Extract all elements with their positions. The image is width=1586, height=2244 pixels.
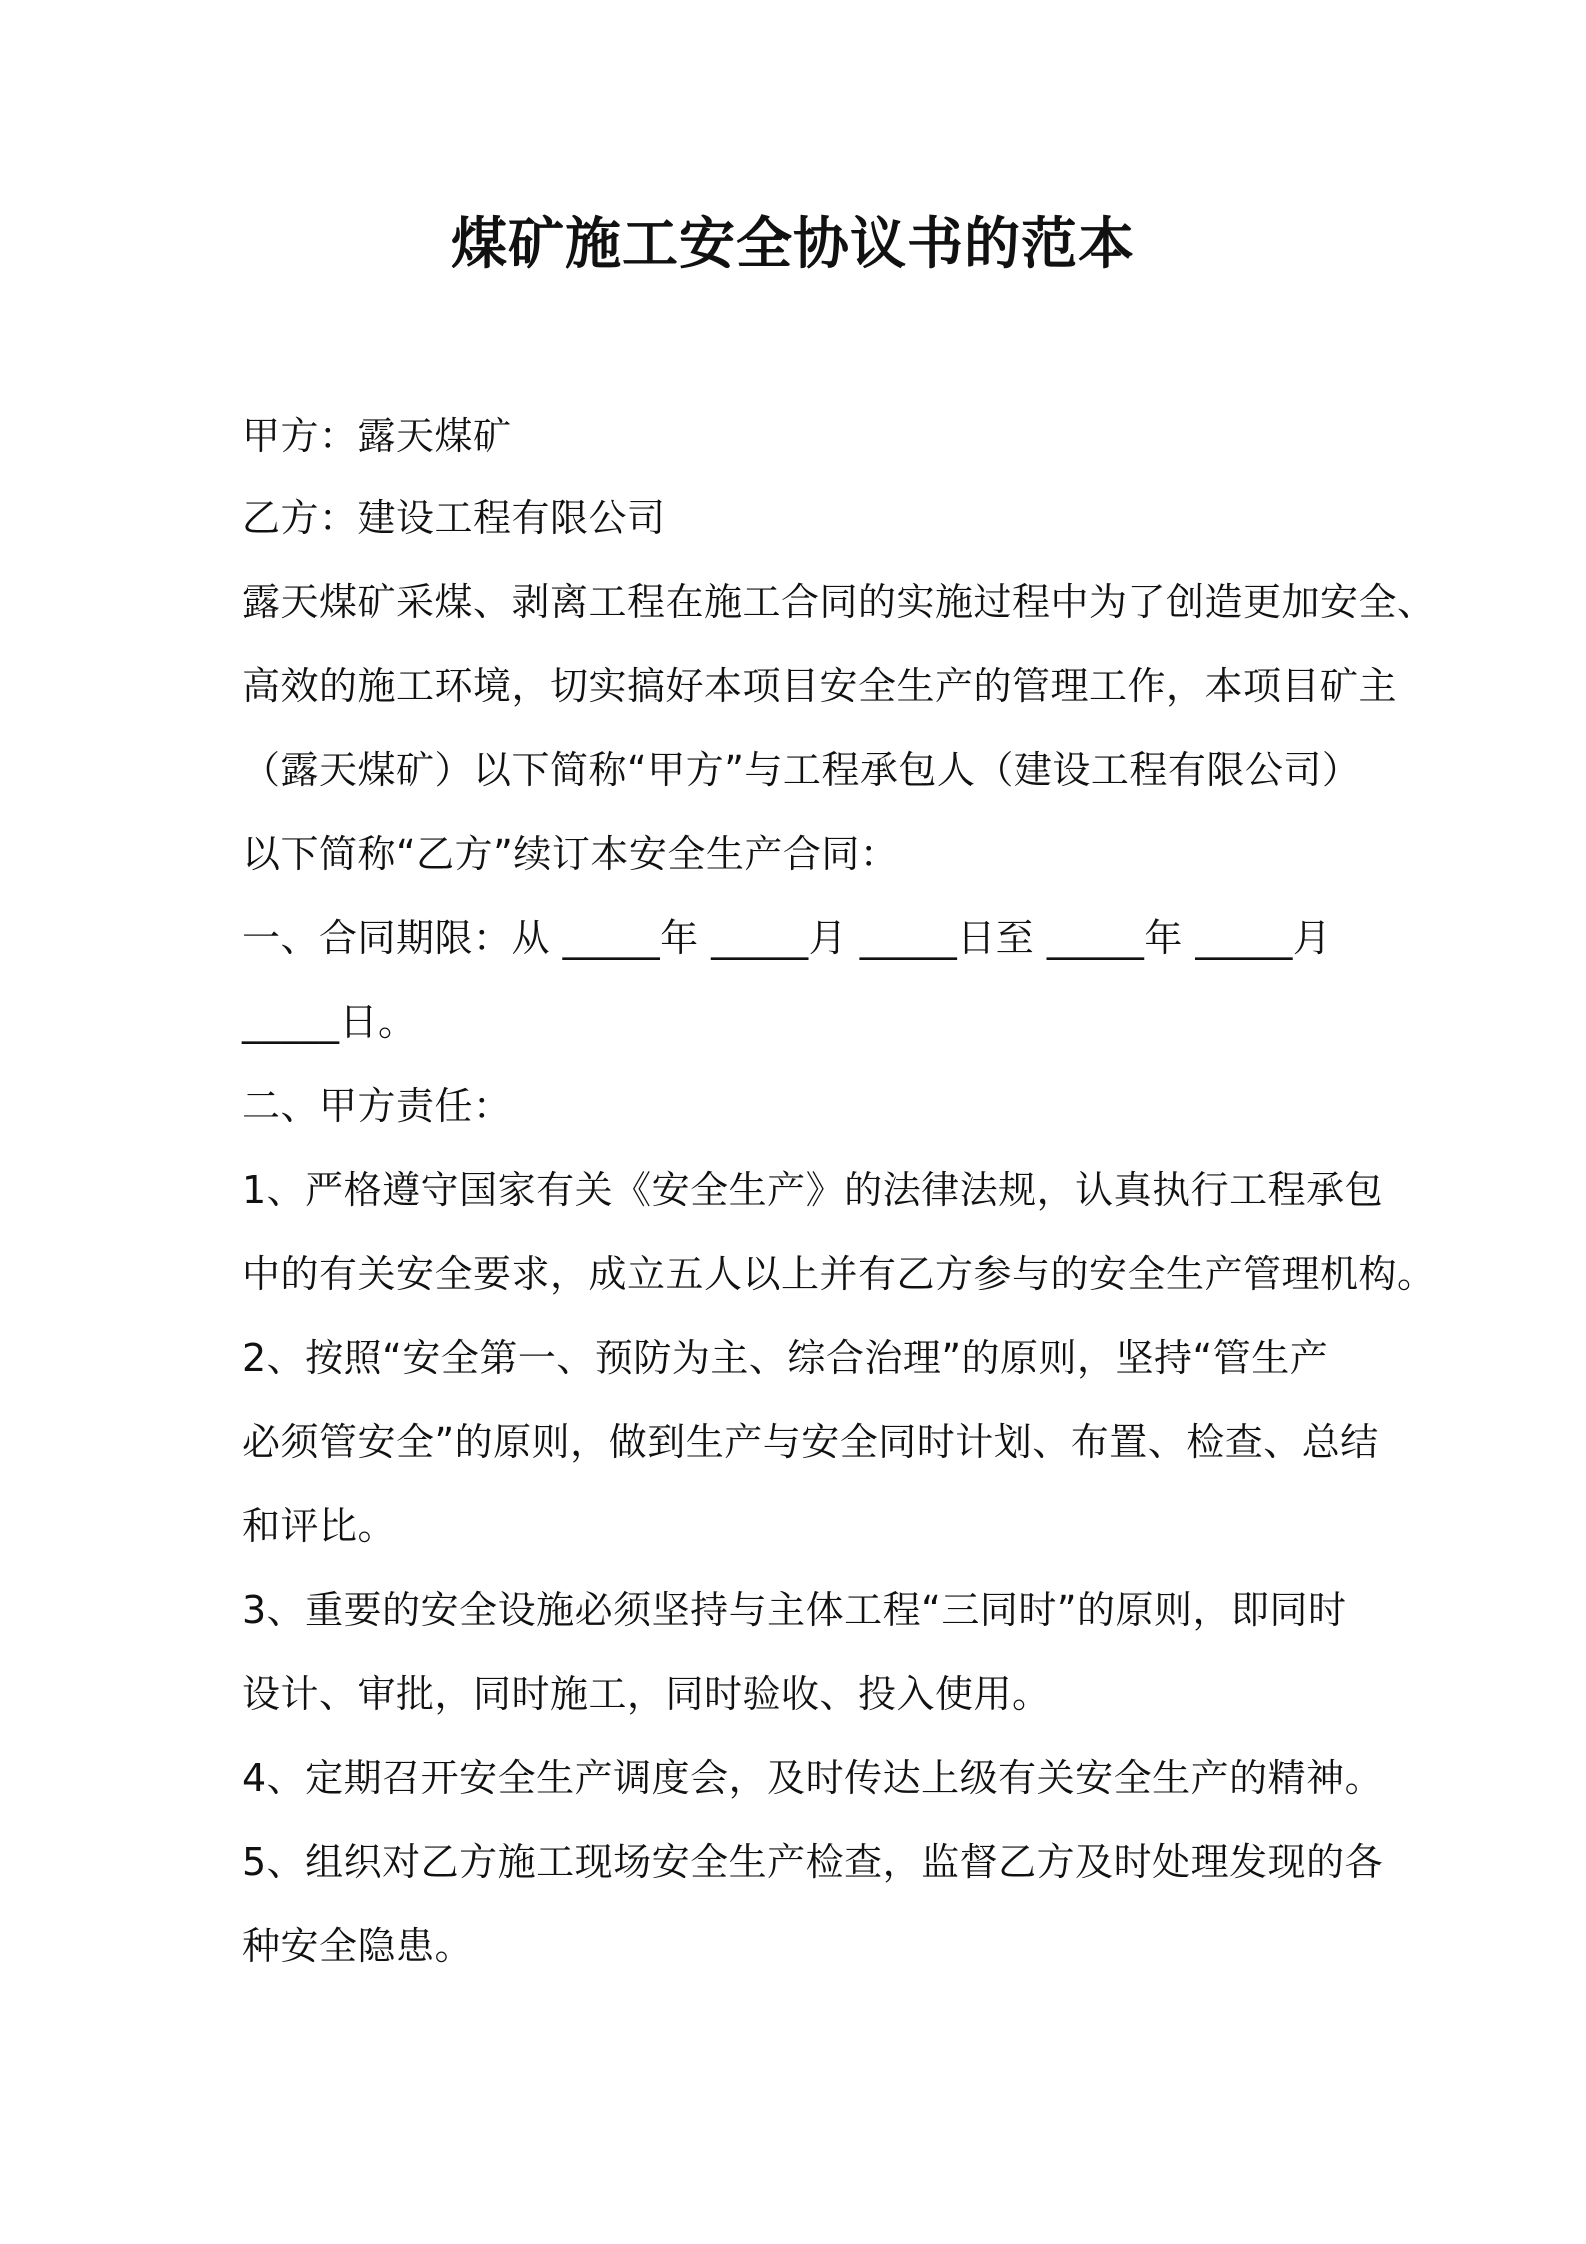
party-b-line: 乙方：建设工程有限公司 bbox=[242, 496, 666, 540]
document-title: 煤矿施工安全协议书的范本 bbox=[451, 212, 1135, 277]
section-heading: 二、甲方责任： bbox=[242, 1084, 512, 1128]
intro-paragraph-line: 以下简称“乙方”续订本安全生产合同： bbox=[242, 832, 899, 876]
clause-2-line: 和评比。 bbox=[242, 1504, 397, 1548]
contract-term-line: _____日。 bbox=[242, 1000, 417, 1044]
clause-2-line: 2、按照“安全第一、预防为主、综合治理”的原则，坚持“管生产 bbox=[242, 1336, 1329, 1380]
clause-3-line: 设计、审批，同时施工，同时验收、投入使用。 bbox=[242, 1672, 1051, 1716]
clause-2-line: 必须管安全”的原则，做到生产与安全同时计划、布置、检查、总结 bbox=[242, 1420, 1379, 1464]
clause-3-line: 3、重要的安全设施必须坚持与主体工程“三同时”的原则，即同时 bbox=[242, 1588, 1347, 1632]
clause-5-line: 种安全隐患。 bbox=[242, 1924, 474, 1968]
clause-4-line: 4、定期召开安全生产调度会，及时传达上级有关安全生产的精神。 bbox=[242, 1756, 1384, 1800]
clause-1-line: 中的有关安全要求，成立五人以上并有乙方参与的安全生产管理机构。 bbox=[242, 1252, 1436, 1296]
contract-term-line: 一、合同期限：从 _____年 _____月 _____日至 _____年 _____月 bbox=[242, 916, 1332, 960]
intro-paragraph-line: 露天煤矿采煤、剥离工程在施工合同的实施过程中为了创造更加安全、 bbox=[242, 580, 1436, 624]
intro-paragraph-line: 高效的施工环境，切实搞好本项目安全生产的管理工作，本项目矿主 bbox=[242, 664, 1398, 708]
intro-paragraph-line: （露天煤矿）以下简称“甲方”与工程承包人（建设工程有限公司） bbox=[242, 748, 1361, 792]
clause-5-line: 5、组织对乙方施工现场安全生产检查，监督乙方及时处理发现的各 bbox=[242, 1840, 1384, 1884]
clause-1-line: 1、严格遵守国家有关《安全生产》的法律法规，认真执行工程承包 bbox=[242, 1168, 1384, 1212]
party-a-line: 甲方：露天煤矿 bbox=[242, 414, 512, 458]
